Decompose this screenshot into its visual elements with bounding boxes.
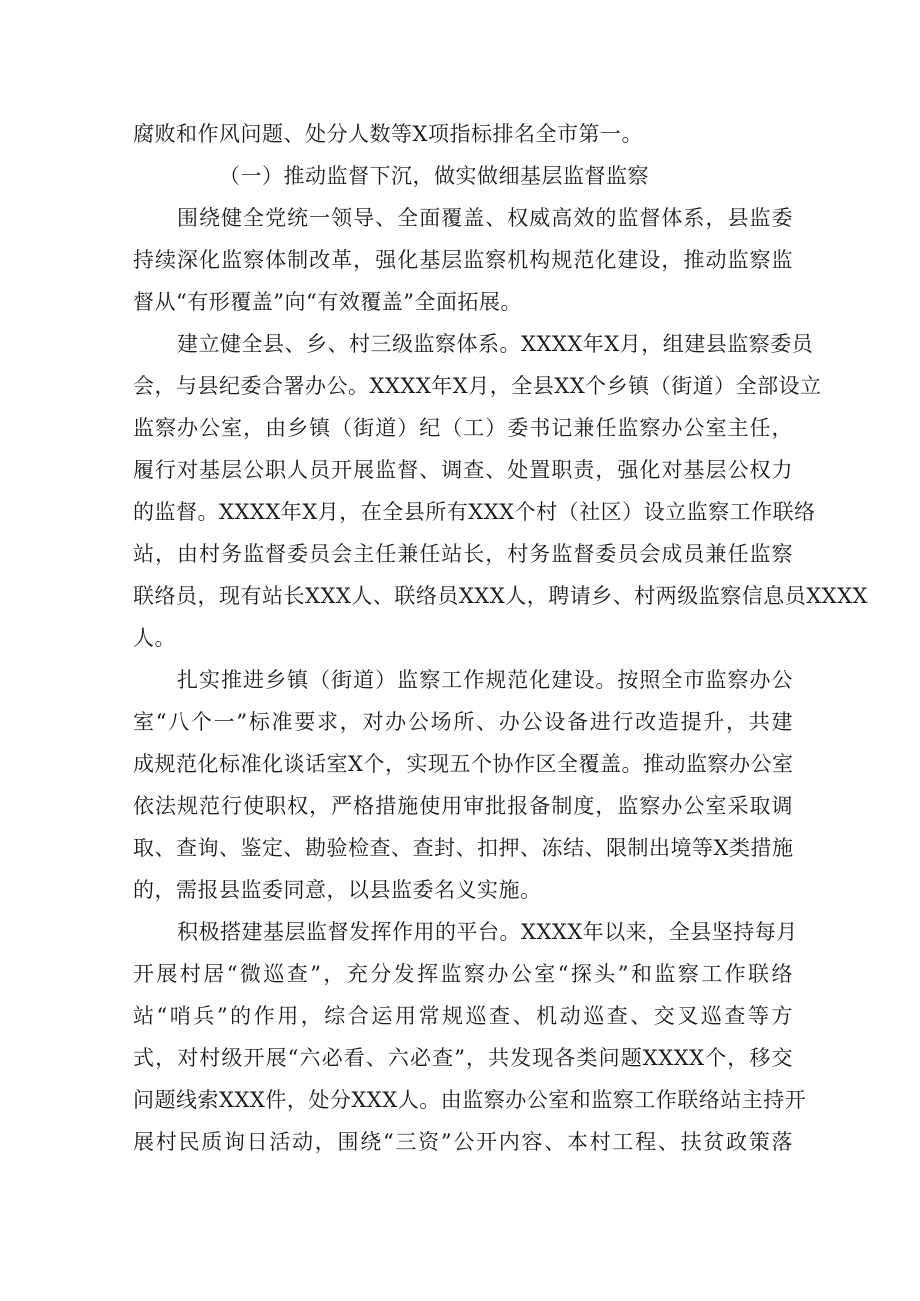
text-line: 围绕健全党统一领导、全面覆盖、权威高效的监督体系，县监委 xyxy=(177,206,793,230)
text-line: 开展村居“微巡查”，充分发挥监察办公室“探头”和监察工作联络 xyxy=(133,962,793,986)
text-line: （一）推动监督下沉，做实做细基层监督监察 xyxy=(219,164,649,188)
text-line: 会，与县纪委合署办公。XXXX年X月，全县XX个乡镇（街道）全部设立 xyxy=(133,374,822,398)
text-line: 腐败和作风问题、处分人数等X项指标排名全市第一。 xyxy=(133,122,643,146)
text-line: 室“八个一”标准要求，对办公场所、办公设备进行改造提升，共建 xyxy=(133,710,793,734)
text-line: 监察办公室，由乡镇（街道）纪（工）委书记兼任监察办公室主任， xyxy=(133,416,793,440)
text-line: 人。 xyxy=(133,626,176,650)
text-line: 取、查询、鉴定、勘验检查、查封、扣押、冻结、限制出境等X类措施 xyxy=(133,836,794,860)
document-body xyxy=(133,113,868,1163)
text-line: 督从“有形覆盖”向“有效覆盖”全面拓展。 xyxy=(133,290,522,314)
text-line: 站“哨兵”的作用，综合运用常规巡查、机动巡查、交叉巡查等方 xyxy=(133,1004,793,1028)
text-line: 的，需报县监委同意，以县监委名义实施。 xyxy=(133,878,542,902)
text-line: 问题线索XXX件，处分XXX人。由监察办公室和监察工作联络站主持开 xyxy=(133,1088,807,1112)
text-line: 成规范化标准化谈话室X个，实现五个协作区全覆盖。推动监察办公室 xyxy=(133,752,794,776)
text-line: 依法规范行使职权，严格措施使用审批报备制度，监察办公室采取调 xyxy=(133,794,793,818)
text-line: 持续深化监察体制改革，强化基层监察机构规范化建设，推动监察监 xyxy=(133,248,793,272)
text-line: 的监督。XXXX年X月，在全县所有XXX个村（社区）设立监察工作联络 xyxy=(133,500,816,524)
text-line: 站，由村务监督委员会主任兼任站长，村务监督委员会成员兼任监察 xyxy=(133,542,793,566)
text-line: 积极搭建基层监督发挥作用的平台。XXXX年以来，全县坚持每月 xyxy=(177,920,798,944)
text-line: 建立健全县、乡、村三级监察体系。XXXX年X月，组建县监察委员 xyxy=(177,332,814,356)
text-line: 履行对基层公职人员开展监督、调查、处置职责，强化对基层公权力 xyxy=(133,458,793,482)
text-line: 联络员，现有站长XXX人、联络员XXX人，聘请乡、村两级监察信息员XXXX xyxy=(133,584,868,608)
text-line: 扎实推进乡镇（街道）监察工作规范化建设。按照全市监察办公 xyxy=(177,668,793,692)
text-line: 展村民质询日活动，围绕“三资”公开内容、本村工程、扶贫政策落 xyxy=(133,1130,793,1154)
text-line: 式，对村级开展“六必看、六必查”，共发现各类问题XXXX个，移交 xyxy=(133,1046,793,1070)
